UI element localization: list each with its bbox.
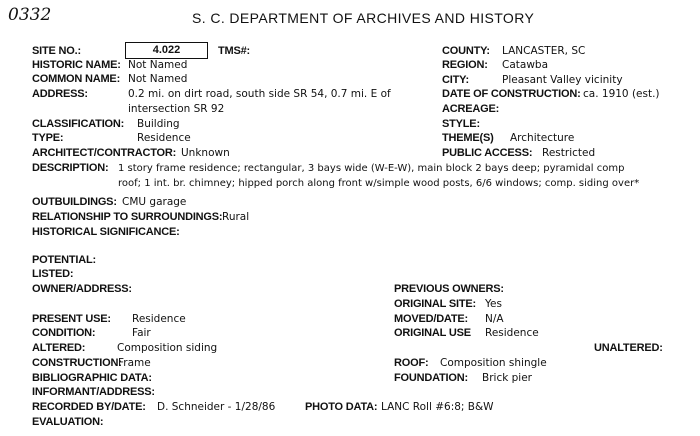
- date-of-construction-label: DATE OF CONSTRUCTION:: [442, 88, 581, 100]
- recorded-by-value: D. Schneider - 1/28/86: [157, 401, 276, 413]
- description-line-2: roof; 1 int. br. chimney; hipped porch along front w/simple wood posts, 6/6 windows; comp. siding over*: [118, 178, 640, 189]
- themes-label: THEME(S): [442, 132, 494, 144]
- style-label: STYLE:: [442, 118, 480, 130]
- common-name-label: COMMON NAME:: [32, 73, 121, 85]
- unaltered-label: UNALTERED:: [594, 342, 663, 354]
- relationship-label: RELATIONSHIP TO SURROUNDINGS:: [32, 211, 223, 223]
- acreage-label: ACREAGE:: [442, 103, 500, 115]
- potential-label: POTENTIAL:: [32, 254, 96, 266]
- construction-value: Frame: [118, 357, 151, 369]
- original-site-value: Yes: [485, 298, 502, 310]
- county-value: LANCASTER, SC: [502, 45, 586, 57]
- altered-label: ALTERED:: [32, 342, 86, 354]
- county-label: COUNTY:: [442, 45, 490, 57]
- date-of-construction-value: ca. 1910 (est.): [583, 88, 660, 100]
- condition-label: CONDITION:: [32, 327, 96, 339]
- listed-label: LISTED:: [32, 268, 74, 280]
- original-use-label: ORIGINAL USE: [394, 327, 471, 339]
- themes-value: Architecture: [510, 132, 575, 144]
- photo-data-value: LANC Roll #6:8; B&W: [381, 401, 494, 413]
- informant-label: INFORMANT/ADDRESS:: [32, 386, 155, 398]
- relationship-value: Rural: [222, 211, 250, 223]
- foundation-label: FOUNDATION:: [394, 372, 468, 384]
- tms-label: TMS#:: [218, 45, 251, 57]
- roof-value: Composition shingle: [440, 357, 547, 369]
- owner-address-label: OWNER/ADDRESS:: [32, 283, 132, 295]
- recorded-by-label: RECORDED BY/DATE:: [32, 401, 146, 413]
- public-access-value: Restricted: [542, 147, 596, 159]
- historic-name-value: Not Named: [128, 59, 188, 71]
- address-line-2: intersection SR 92: [128, 103, 225, 115]
- photo-data-label: PHOTO DATA:: [305, 401, 378, 413]
- public-access-label: PUBLIC ACCESS:: [442, 147, 533, 159]
- construction-label: CONSTRUCTION:: [32, 357, 122, 369]
- description-label: DESCRIPTION:: [32, 162, 109, 174]
- significance-label: HISTORICAL SIGNIFICANCE:: [32, 226, 180, 238]
- bibliographic-label: BIBLIOGRAPHIC DATA:: [32, 372, 152, 384]
- architect-value: Unknown: [181, 147, 230, 159]
- site-no-label: SITE NO.:: [32, 45, 81, 57]
- address-label: ADDRESS:: [32, 88, 88, 100]
- moved-date-value: N/A: [485, 313, 504, 325]
- foundation-value: Brick pier: [482, 372, 532, 384]
- present-use-value: Residence: [132, 313, 186, 325]
- moved-date-label: MOVED/DATE:: [394, 313, 468, 325]
- handwritten-form-number: 0332: [8, 5, 52, 25]
- common-name-value: Not Named: [128, 73, 188, 85]
- architect-label: ARCHITECT/CONTRACTOR:: [32, 147, 177, 159]
- evaluation-label: EVALUATION:: [32, 416, 104, 428]
- present-use-label: PRESENT USE:: [32, 313, 111, 325]
- type-label: TYPE:: [32, 132, 64, 144]
- outbuildings-label: OUTBUILDINGS:: [32, 196, 117, 208]
- original-site-label: ORIGINAL SITE:: [394, 298, 476, 310]
- site-no-box: 4.022: [125, 42, 208, 59]
- address-line-1: 0.2 mi. on dirt road, south side SR 54, 0.7 mi. E of: [128, 88, 391, 100]
- previous-owners-label: PREVIOUS OWNERS:: [394, 283, 504, 295]
- roof-label: ROOF:: [394, 357, 429, 369]
- city-label: CITY:: [442, 74, 469, 86]
- page-title: S. C. DEPARTMENT OF ARCHIVES AND HISTORY: [192, 10, 535, 26]
- region-label: REGION:: [442, 59, 488, 71]
- classification-label: CLASSIFICATION:: [32, 118, 125, 130]
- city-value: Pleasant Valley vicinity: [502, 74, 623, 86]
- original-use-value: Residence: [485, 327, 539, 339]
- historic-name-label: HISTORIC NAME:: [32, 59, 121, 71]
- classification-value: Building: [137, 118, 180, 130]
- description-line-1: 1 story frame residence; rectangular, 3 bays wide (W-E-W), main block 2 bays deep; pyramidal comp: [118, 163, 625, 174]
- condition-value: Fair: [132, 327, 151, 339]
- outbuildings-value: CMU garage: [122, 196, 187, 208]
- type-value: Residence: [137, 132, 191, 144]
- region-value: Catawba: [502, 59, 549, 71]
- altered-value: Composition siding: [117, 342, 218, 354]
